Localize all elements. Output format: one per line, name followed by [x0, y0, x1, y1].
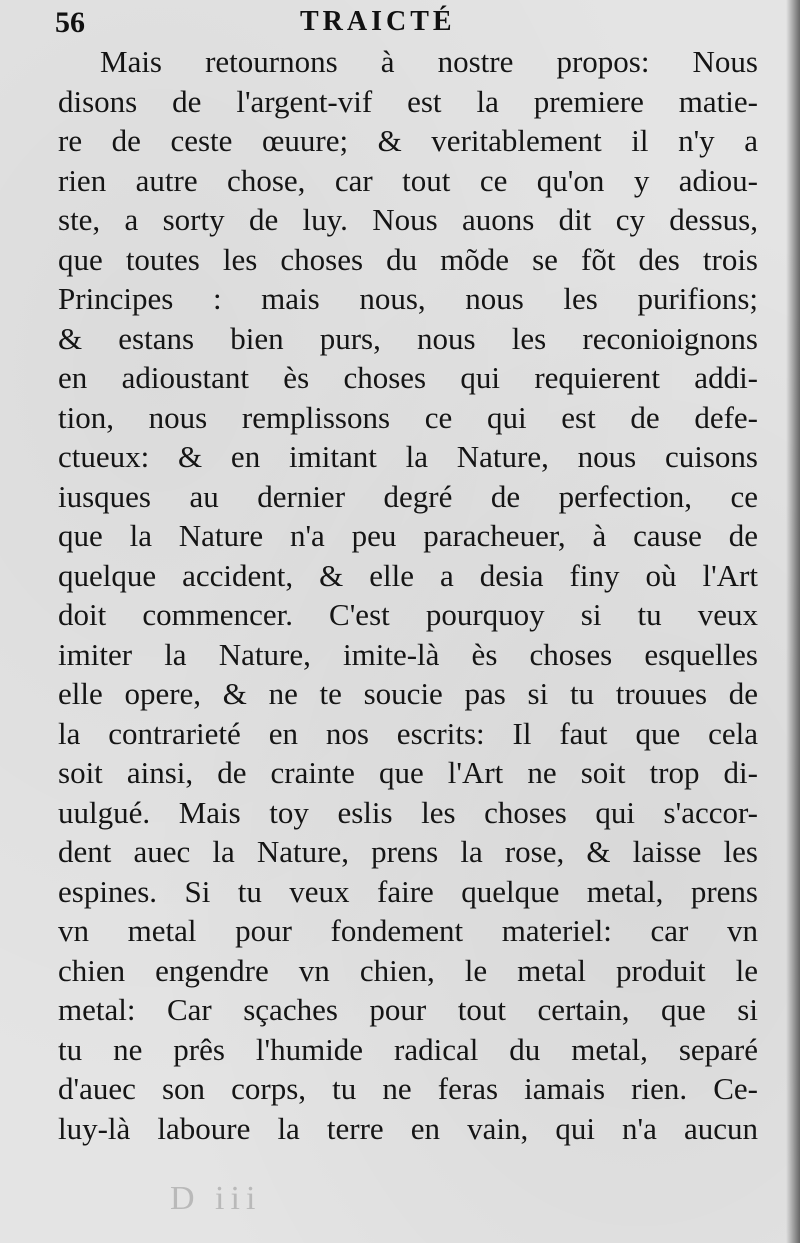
text-line: espines. Si tu veux faire quelque metal, prens: [58, 873, 758, 909]
text-line: re de ceste œuure; & veritablement il n'y a: [58, 123, 758, 158]
text-line: en adioustant ès choses qui requierent addi-: [58, 360, 758, 395]
text-line: que la Nature n'a peu paracheuer, à cause de: [58, 518, 758, 553]
text-line: soit ainsi, de crainte que l'Art ne soit trop di-: [58, 755, 758, 790]
text-line: iusques au dernier degré de perfection, ce: [58, 478, 758, 514]
binding-shadow: [786, 0, 800, 1243]
text-line: la contrarieté en nos escrits: Il faut que cela: [58, 715, 758, 751]
text-line: metal: Car sçaches pour tout certain, que si: [58, 992, 758, 1027]
text-line: doit commencer. C'est pourquoy si tu veux: [58, 597, 758, 632]
page-number: 56: [55, 6, 85, 39]
text-line: uulgué. Mais toy eslis les choses qui s'accor-: [58, 794, 758, 830]
text-line: Mais retournons à nostre propos: Nous: [100, 44, 758, 79]
text-line: tion, nous remplissons ce qui est de defe-: [58, 399, 758, 435]
page-header: [55, 2, 755, 42]
text-line: luy-là laboure la terre en vain, qui n'a aucun: [58, 1110, 758, 1146]
text-line: chien engendre vn chien, le metal produit le: [58, 952, 758, 988]
text-line: tu ne prês l'humide radical du metal, separé: [58, 1031, 758, 1067]
body-text: [58, 42, 758, 1148]
text-line: elle opere, & ne te soucie pas si tu trouues de: [58, 676, 758, 711]
text-line: ste, a sorty de luy. Nous auons dit cy dessus,: [58, 202, 758, 237]
text-line: ctueux: & en imitant la Nature, nous cuisons: [58, 439, 758, 474]
text-line: & estans bien purs, nous les reconioignons: [58, 320, 758, 356]
signature-mark: D iii: [170, 1180, 262, 1217]
text-line: rien autre chose, car tout ce qu'on y adiou-: [58, 162, 758, 198]
text-line: disons de l'argent-vif est la premiere matie-: [58, 83, 758, 119]
text-line: vn metal pour fondement materiel: car vn: [58, 913, 758, 948]
text-line: quelque accident, & elle a desia finy où l'Art: [58, 557, 758, 593]
text-line: imiter la Nature, imite-là ès choses esquelles: [58, 636, 758, 672]
text-line: d'auec son corps, tu ne feras iamais rien. Ce-: [58, 1071, 758, 1106]
running-title: TRAICTÉ: [300, 6, 456, 37]
text-line: Principes : mais nous, nous les purifions;: [58, 281, 758, 316]
text-line: dent auec la Nature, prens la rose, & laisse les: [58, 834, 758, 869]
text-line: que toutes les choses du mõde se fõt des trois: [58, 241, 758, 277]
